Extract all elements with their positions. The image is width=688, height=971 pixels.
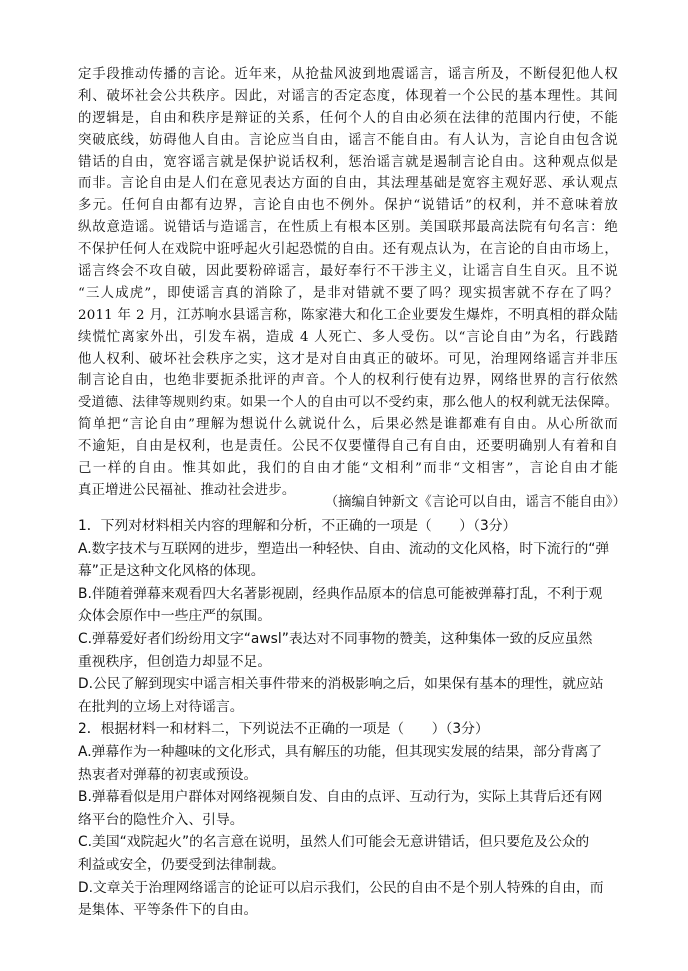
passage-line: 他人权利、破坏社会秩序之实，这才是对自由真正的破坏。可见，治理网络谣言并非压: [78, 351, 618, 367]
passage-line: 利、破坏社会公共秩序。因此，对谣言的否定态度，体现着一个公民的基本理性。其间: [78, 88, 618, 104]
passage-line: 真正增进公民福祉、推动社会进步。: [78, 482, 296, 498]
passage-line: 谣言终会不攻自破，因此要粉碎谣言，最好奉行不干涉主义，让谣言自生自灭。且不说: [78, 264, 618, 280]
question-1-option-d: 在批判的立场上对待谣言。: [78, 698, 244, 715]
passage-line: 不保护任何人在戏院中诳呼起火引起恐慌的自由。还有观点认为，在言论的自由市场上，: [78, 242, 618, 258]
question-1-option-c: C.弹幕爱好者们纷纷用文字“awsl”表达对不同事物的赞美，这种集体一致的反应虽然: [78, 630, 593, 647]
passage-line: 错话的自由，宽容谣言就是保护说话权利，惩治谣言就是遏制言论自由。这种观点似是: [78, 154, 618, 170]
question-1-stem: 1．下列对材料相关内容的理解和分析，不正确的一项是（ ）（3分）: [78, 518, 517, 534]
question-1-option-b: B.伴随着弹幕来观看四大名著影视剧，经典作品原本的信息可能被弹幕打乱，不利于观: [78, 585, 603, 602]
passage-line: 己一样的自由。惟其如此，我们的自由才能“文相利”而非“文相害”，言论自由才能: [78, 461, 618, 477]
question-2-option-a: A.弹幕作为一种趣味的文化形式，具有解压的功能，但其现实发展的结果，部分背离了: [78, 743, 603, 760]
question-1-option-a: A.数字技术与互联网的进步，塑造出一种轻快、自由、流动的文化风格，时下流行的“弹: [78, 540, 610, 557]
question-2-option-c: 利益或安全，仍要受到法律制裁。: [78, 856, 285, 873]
question-2-option-a: 热衷者对弹幕的初衷或预设。: [78, 766, 258, 783]
passage-line: 2011 年 2 月，江苏响水县谣言称，陈家港大和化工企业要发生爆炸，不明真相的群众陆: [78, 307, 618, 323]
passage-line: 的逻辑是，自由和秩序是辩证的关系，任何个人的自由必须在法律的范围内行使，不能: [78, 110, 618, 126]
passage-line: 定手段推动传播的言论。近年来，从抢盐风波到地震谣言，谣言所及，不断侵犯他人权: [78, 67, 618, 82]
question-2-option-d: D.文章关于治理网络谣言的论证可以启示我们，公民的自由不是个别人特殊的自由，而: [78, 879, 604, 896]
passage-line: 受道德、法律等规则约束。如果一个人的自由可以不受约束，那么他人的权利就无法保障。: [78, 395, 618, 411]
question-1-option-a: 幕”正是这种文化风格的体现。: [78, 563, 265, 580]
passage-line: 多元。任何自由都有边界，言论自由也不例外。保护“说错话”的权利，并不意味着放: [78, 198, 618, 214]
question-1-option-c: 重视秩序，但创造力却显不足。: [78, 653, 272, 670]
passage-line: 制言论自由，也绝非要扼杀批评的声音。个人的权利行使有边界，网络世界的言行依然: [78, 373, 618, 389]
question-2-stem: 2．根据材料一和材料二，下列说法不正确的一项是（ ）（3分）: [78, 721, 489, 738]
passage-source: （摘编自钟新文《言论可以自由，谣言不能自由》）: [324, 495, 626, 510]
passage-line: 续慌忙离家外出，引发车祸，造成 4 人死亡、多人受伤。以“言论自由”为名，行践踏: [78, 329, 618, 345]
question-2-option-d: 是集体、平等条件下的自由。: [78, 902, 258, 919]
passage-line: “三人成虎”，即使谣言真的消除了，是非对错就不要了吗？现实损害就不存在了吗？: [78, 285, 618, 301]
passage-text: [78, 64, 618, 502]
passage-line: 纵故意造谣。说错话与造谣言，在性质上有根本区别。美国联邦最高法院有句名言：绝: [78, 220, 618, 236]
question-2-option-c: C.美国“戏院起火”的名言意在说明，虽然人们可能会无意讲错话，但只要危及公众的: [78, 834, 590, 851]
passage-line: 不逾矩，自由是权利，也是责任。公民不仅要懂得自己有自由，还要明确别人有着和自: [78, 439, 618, 455]
question-2-option-b: 络平台的隐性介入、引导。: [78, 811, 244, 828]
passage-line: 简单把“言论自由”理解为想说什么就说什么，后果必然是谁都难有自由。从心所欲而: [78, 417, 618, 433]
passage-line: 而非。言论自由是人们在意见表达方面的自由，其法理基础是宽容主观好恶、承认观点: [78, 176, 618, 192]
question-2-option-b: B.弹幕看似是用户群体对网络视频自发、自由的点评、互动行为，实际上其背后还有网: [78, 789, 603, 806]
question-list: [78, 515, 626, 922]
question-1-option-d: D.公民了解到现实中谣言相关事件带来的消极影响之后，如果保有基本的理性，就应站: [78, 676, 604, 693]
question-1-option-b: 众体会原作中一些庄严的氛围。: [78, 608, 272, 625]
passage-line: 突破底线，妨碍他人自由。言论应当自由，谣言不能自由。有人认为，言论自由包含说: [78, 132, 618, 148]
